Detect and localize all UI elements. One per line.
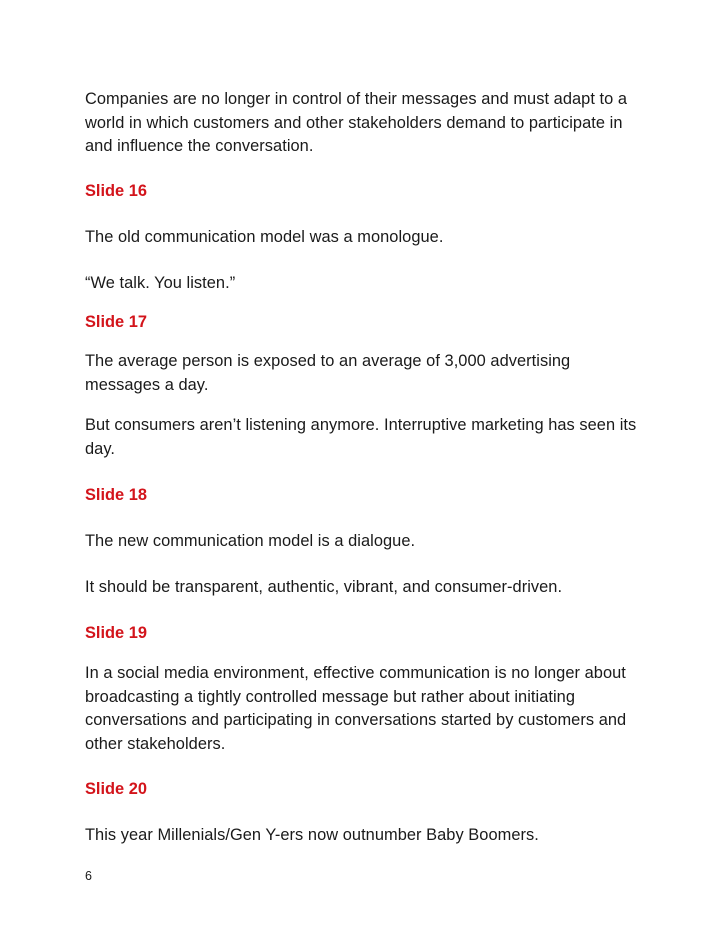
slide-20-paragraph-1: This year Millenials/Gen Y-ers now outnumber Baby Boomers. [85,826,539,844]
slide-16-heading: Slide 16 [85,182,147,200]
slide-16-paragraph-1: The old communication model was a monologue. [85,228,444,246]
slide-17-heading: Slide 17 [85,313,147,331]
slide-18-paragraph-1: The new communication model is a dialogue. [85,532,416,550]
slide-19-paragraph-1: In a social media environment, effective communication is no longer about broadcasting a tightly controlled message but rather about initiating conversations and participating in conversations started by customers and other stakeholders. [85,664,627,753]
slide-19-heading: Slide 19 [85,624,147,642]
slide-17-paragraph-1: The average person is exposed to an average of 3,000 advertising messages a day. [85,352,571,394]
slide-20-heading: Slide 20 [85,780,147,798]
slide-16-paragraph-2: “We talk. You listen.” [85,274,236,292]
intro-paragraph: Companies are no longer in control of their messages and must adapt to a world in which customers and other stakeholders demand to participate in and influence the conversation. [85,90,628,155]
page-number: 6 [85,869,92,883]
slide-18-heading: Slide 18 [85,486,147,504]
slide-18-paragraph-2: It should be transparent, authentic, vibrant, and consumer-driven. [85,578,563,596]
slide-17-paragraph-2: But consumers aren’t listening anymore. Interruptive marketing has seen its day. [85,416,637,458]
